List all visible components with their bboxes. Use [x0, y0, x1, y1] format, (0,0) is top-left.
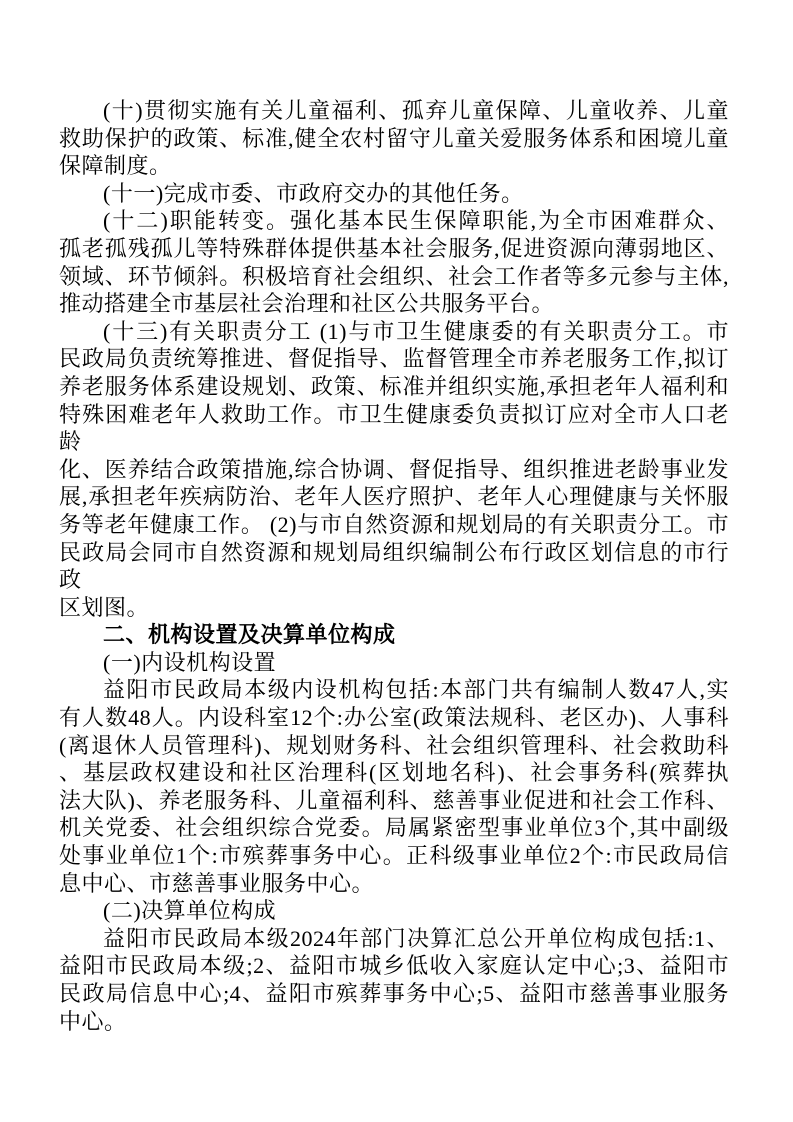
text-line: 展,承担老年疾病防治、老年人医疗照护、老年人心理健康与关怀服: [59, 484, 729, 510]
text-line: 民政局负责统筹推进、督促指导、监督管理全市养老服务工作,拟订: [59, 346, 729, 372]
text-line: 民政局信息中心;4、益阳市殡葬事务中心;5、益阳市慈善事业服务: [59, 981, 729, 1006]
text-line: 民政局会同市自然资源和规划局组织编制公布行政区划信息的市行政: [59, 539, 729, 593]
text-line: 、基层政权建设和社区治理科(区划地名科)、社会事务科(殡葬执: [59, 760, 729, 786]
item-13-division-of-duties: [59, 318, 729, 622]
text-line: 有人数48人。内设科室12个:办公室(政策法规科、老区办)、人事科: [59, 705, 729, 731]
text-line: 法大队)、养老服务科、儿童福利科、慈善事业促进和社会工作科、: [59, 787, 729, 813]
text-line: (一)内设机构设置: [103, 649, 277, 675]
text-line: (二)决算单位构成: [103, 898, 277, 924]
text-line: 机关党委、社会组织综合党委。局属紧密型事业单位3个,其中副级: [59, 815, 729, 841]
text-line: 养老服务体系建设规划、政策、标准并组织实施,承担老年人福利和: [59, 373, 729, 399]
item-12-function-transformation: [59, 207, 729, 317]
text-line: 推动搭建全市基层社会治理和社区公共服务平台。: [59, 291, 555, 317]
text-line: 益阳市民政局本级内设机构包括:本部门共有编制人数47人,实: [103, 677, 729, 703]
text-line: 务等老年健康工作。 (2)与市自然资源和规划局的有关职责分工。市: [59, 511, 729, 537]
para-final-accounts-units: [59, 925, 729, 1035]
text-line: 益阳市民政局本级;2、益阳市城乡低收入家庭认定中心;3、益阳市: [59, 953, 729, 979]
text-line: 救助保护的政策、标准,健全农村留守儿童关爱服务体系和困境儿童: [59, 125, 729, 151]
item-11-other-tasks: [59, 180, 729, 208]
text-line: 中心。: [59, 1008, 127, 1034]
section-2-heading: [59, 621, 729, 649]
text-line: (十一)完成市委、市政府交办的其他任务。: [103, 180, 524, 206]
text-line: 特殊困难老年人救助工作。市卫生健康委负责拟订应对全市人口老龄: [59, 401, 729, 455]
text-line: (十)贯彻实施有关儿童福利、孤弃儿童保障、儿童收养、儿童: [103, 98, 729, 123]
text-line: 区划图。: [59, 594, 150, 620]
text-line: (十三)有关职责分工 (1)与市卫生健康委的有关职责分工。市: [103, 318, 729, 344]
para-internal-organization: [59, 676, 729, 897]
text-line: (离退休人员管理科)、规划财务科、社会组织管理科、社会救助科: [59, 732, 729, 758]
text-line: 息中心、市慈善事业服务中心。: [59, 870, 375, 896]
text-line: 二、机构设置及决算单位构成: [103, 622, 396, 648]
text-line: 孤老孤残孤儿等特殊群体提供基本社会服务,促进资源向薄弱地区、: [59, 235, 729, 261]
subheading-internal-organization: [59, 649, 729, 677]
item-10-child-welfare: [59, 97, 729, 180]
text-line: 化、医养结合政策措施,综合协调、督促指导、组织推进老龄事业发: [59, 456, 729, 482]
subheading-final-accounts-units: [59, 897, 729, 925]
text-line: 保障制度。: [59, 153, 172, 179]
text-line: 领域、环节倾斜。积极培育社会组织、社会工作者等多元参与主体,: [59, 263, 729, 289]
text-line: (十二)职能转变。强化基本民生保障职能,为全市困难群众、: [103, 208, 729, 234]
text-line: 处事业单位1个:市殡葬事务中心。正科级事业单位2个:市民政局信: [59, 843, 729, 869]
text-line: 益阳市民政局本级2024年部门决算汇总公开单位构成包括:1、: [103, 925, 729, 951]
